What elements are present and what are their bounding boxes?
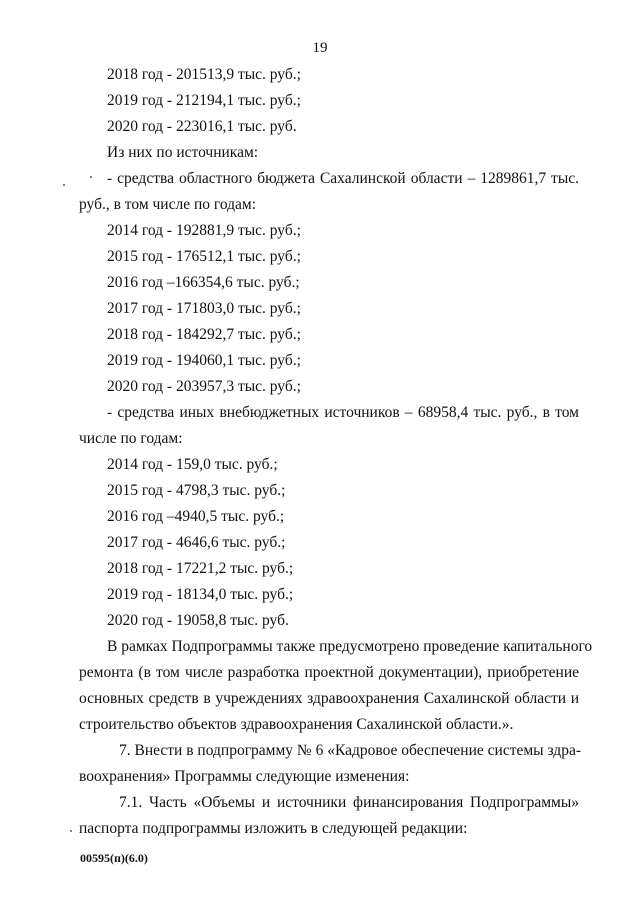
text-line: числе по годам: (79, 430, 183, 447)
text-line: 2020 год - 19058,8 тыс. руб. (107, 612, 289, 629)
document-body (79, 62, 593, 842)
text-line: основных средств в учреждениях здравоохранения Сахалинской области и (79, 690, 579, 707)
scan-speck (63, 184, 65, 186)
text-line: воохранения» Программы следующие изменения: (79, 768, 410, 785)
scan-speck (70, 830, 72, 832)
text-line: - средства иных внебюджетных источников – 68958,4 тыс. руб., в том (107, 404, 579, 421)
text-line: - средства областного бюджета Сахалинской области – 1289861,7 тыс. (107, 170, 579, 187)
scan-speck (90, 176, 92, 178)
text-line: 7. Внести в подпрограмму № 6 «Кадровое обеспечение системы здра- (119, 742, 581, 759)
text-line: 2018 год - 201513,9 тыс. руб.; (107, 66, 301, 83)
text-line: руб., в том числе по годам: (79, 196, 257, 213)
text-line: 2020 год - 223016,1 тыс. руб. (107, 118, 297, 135)
text-line: 2014 год - 159,0 тыс. руб.; (107, 456, 278, 473)
text-line: 2016 год –4940,5 тыс. руб.; (107, 508, 285, 525)
text-line: паспорта подпрограммы изложить в следующей редакции: (79, 820, 468, 837)
text-line: 2014 год - 192881,9 тыс. руб.; (107, 222, 301, 239)
page-number: 19 (312, 40, 328, 56)
text-line: ремонта (в том числе разработка проектной документации), приобретение (79, 664, 579, 681)
text-line: 2016 год –166354,6 тыс. руб.; (107, 274, 300, 291)
text-line: В рамках Подпрограммы также предусмотрено проведение капитального (107, 638, 593, 655)
text-line: 2019 год - 18134,0 тыс. руб.; (107, 586, 294, 603)
text-line: 2015 год - 176512,1 тыс. руб.; (107, 248, 301, 265)
text-line: 2018 год - 17221,2 тыс. руб.; (107, 560, 294, 577)
text-line: 2019 год - 212194,1 тыс. руб.; (107, 92, 301, 109)
text-line: 2015 год - 4798,3 тыс. руб.; (107, 482, 286, 499)
text-line: 2017 год - 4646,6 тыс. руб.; (107, 534, 286, 551)
text-line: Из них по источникам: (107, 144, 259, 161)
document-code: 00595(п)(6.0) (80, 851, 148, 865)
text-line: 2017 год - 171803,0 тыс. руб.; (107, 300, 301, 317)
text-line: 2020 год - 203957,3 тыс. руб.; (107, 378, 301, 395)
text-line: 2018 год - 184292,7 тыс. руб.; (107, 326, 301, 343)
text-line: 2019 год - 194060,1 тыс. руб.; (107, 352, 301, 369)
text-line: строительство объектов здравоохранения Сахалинской области.». (79, 716, 514, 733)
text-line: 7.1. Часть «Объемы и источники финансирования Подпрограммы» (119, 794, 579, 811)
